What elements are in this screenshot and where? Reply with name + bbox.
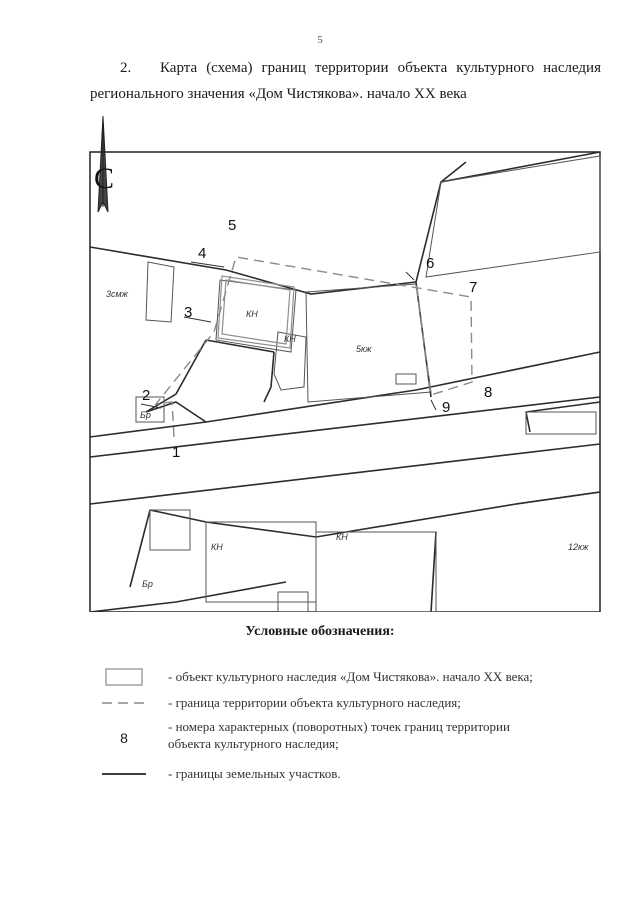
legend-title: Условные обозначения: — [245, 624, 395, 639]
land-plot-boundaries — [90, 152, 600, 612]
cadastral-map — [86, 112, 606, 612]
annotation-3smzh: 3смж — [106, 289, 128, 299]
heading-line-2: регионального значения «Дом Чистякова». начало XX века — [90, 86, 467, 102]
point-label-2: 2 — [142, 387, 151, 404]
point-label-8: 8 — [484, 384, 493, 401]
annotation-kn-2: КН — [284, 334, 296, 344]
legend-item-points — [100, 718, 610, 758]
point-label-7: 7 — [469, 279, 478, 296]
annotation-br-2: Бр — [142, 579, 153, 589]
buildings — [136, 156, 600, 612]
point-label-1: 1 — [172, 444, 181, 461]
legend-item-boundary — [100, 691, 610, 715]
page-number: 5 — [317, 34, 323, 46]
map-frame — [90, 152, 600, 612]
heading-line-1 — [90, 60, 601, 77]
legend-item-object — [100, 665, 610, 689]
annotation-5kzh: 5кж — [356, 344, 372, 354]
annotation-kn-3: КН — [211, 542, 223, 552]
legend-symbol-number: 8 — [120, 730, 128, 746]
legend-text-boundary: - граница территории объекта культурного наследия; — [168, 695, 461, 710]
annotation-kn-4: КН — [336, 532, 348, 542]
point-label-5: 5 — [228, 217, 237, 234]
annotation-kn-1: КН — [246, 309, 258, 319]
legend-text-points-2: объекта культурного наследия; — [168, 736, 339, 751]
legend-symbol-solid — [100, 762, 148, 786]
legend-item-plots — [100, 762, 610, 786]
annotation-12kzh: 12кж — [568, 542, 589, 552]
point-label-3: 3 — [184, 304, 193, 321]
legend-symbol-object — [100, 665, 148, 689]
legend-symbol-dashed — [100, 691, 148, 715]
legend-text-points-1: - номера характерных (поворотных) точек границ территории — [168, 719, 510, 734]
heading-number: 2. — [120, 60, 132, 76]
annotation-br-1: Бр — [140, 410, 151, 420]
legend-text-plots: - границы земельных участков. — [168, 766, 341, 781]
legend-text-object: - объект культурного наследия «Дом Чистякова». начало XX века; — [168, 669, 533, 684]
point-label-9: 9 — [442, 399, 451, 416]
heading-text-1: Карта (схема) границ территории объекта культурного наследия — [160, 60, 601, 76]
point-label-4: 4 — [198, 245, 207, 262]
north-arrow-letter: С — [94, 162, 115, 195]
point-label-6: 6 — [426, 255, 435, 272]
